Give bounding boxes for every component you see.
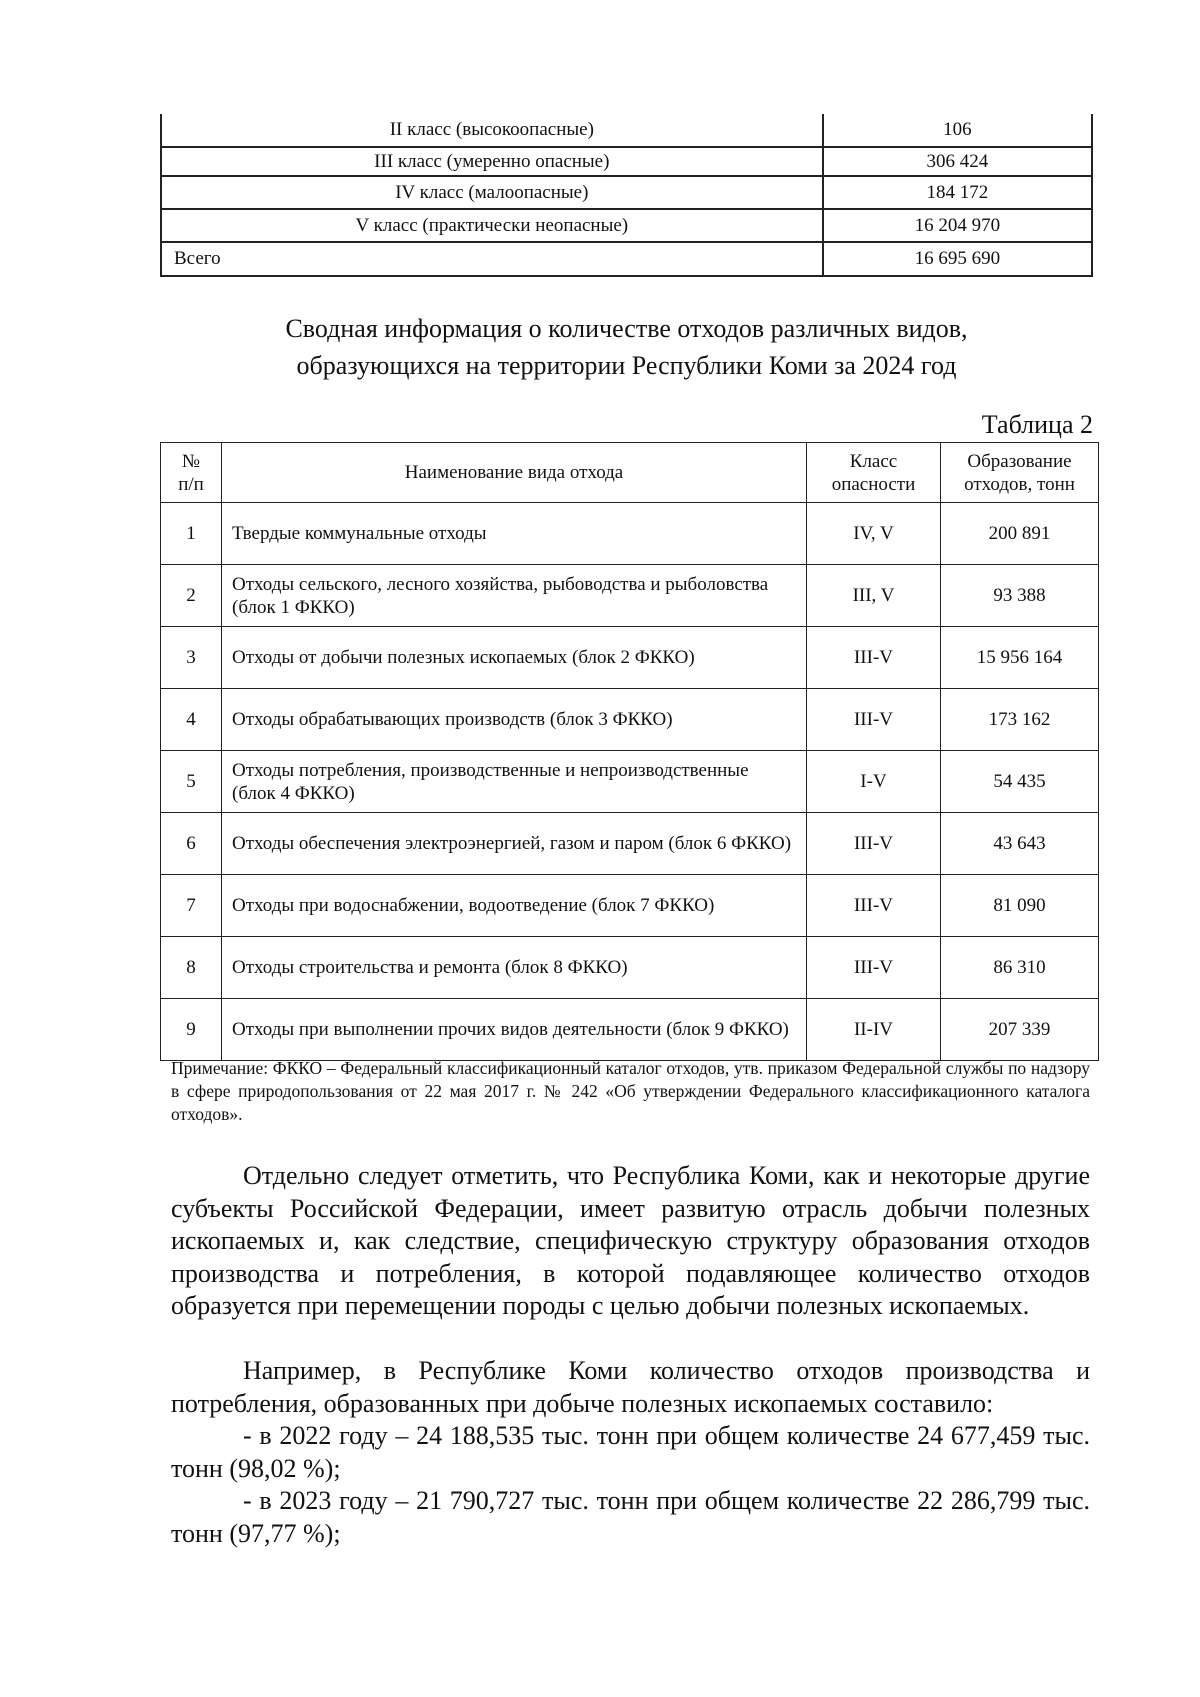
- class-value-cell: 184 172: [823, 176, 1092, 209]
- header-amount: [941, 443, 1099, 503]
- row-class: III-V: [807, 937, 941, 999]
- row-num: 1: [161, 503, 222, 565]
- table-row: [161, 114, 1092, 147]
- row-num: 9: [161, 999, 222, 1061]
- row-num: 6: [161, 813, 222, 875]
- paragraph-text: Например, в Республике Коми количество отходов производства и потребления, образованных при добыче полезных ископаемых составило:: [171, 1356, 1090, 1418]
- header-amount-line-1: Образование: [967, 450, 1072, 472]
- header-class-line-2: опасности: [831, 473, 916, 495]
- body-paragraph: [171, 1355, 1090, 1420]
- table-caption: Таблица 2: [981, 410, 1093, 439]
- row-class: III-V: [807, 875, 941, 937]
- list-item-text: - в 2023 году – 21 790,727 тыс. тонн при общем количестве 22 286,799 тыс. тонн (97,77 %);: [171, 1486, 1090, 1548]
- paragraph-text: Отдельно следует отметить, что Республика Коми, как и некоторые другие субъекты Российской Федерации, имеет развитую отрасль добычи полезных ископаемых и, как следствие, специфическую структуру образования отходов производства и потребления, в которой подавляющее количество отходов образуется при перемещении породы с целью добычи полезных ископаемых.: [171, 1161, 1090, 1320]
- header-amount-line-2: отходов, тонн: [964, 473, 1075, 495]
- header-class-line-1: Класс: [849, 450, 898, 472]
- class-name-cell: III класс (умеренно опасные): [161, 147, 823, 176]
- header-num: [161, 443, 222, 503]
- table-row: [161, 176, 1092, 209]
- row-class: I-V: [807, 751, 941, 813]
- header-class: [807, 443, 941, 503]
- row-num: 3: [161, 627, 222, 689]
- class-value-cell: 16 204 970: [823, 209, 1092, 242]
- row-num: 4: [161, 689, 222, 751]
- header-num-line-1: №: [181, 450, 201, 472]
- list-item-text: - в 2022 году – 24 188,535 тыс. тонн при общем количестве 24 677,459 тыс. тонн (98,02 %);: [171, 1421, 1090, 1483]
- row-class: III-V: [807, 813, 941, 875]
- row-num: 7: [161, 875, 222, 937]
- waste-types-table: [160, 442, 1099, 1061]
- header-name: Наименование вида отхода: [222, 443, 807, 503]
- table-row: [161, 999, 1099, 1061]
- class-name-cell: II класс (высокоопасные): [161, 114, 823, 147]
- table-row: [161, 503, 1099, 565]
- table-header-row: [161, 443, 1099, 503]
- class-value-cell: 106: [823, 114, 1092, 147]
- heading-line-2: образующихся на территории Республики Коми за 2024 год: [296, 351, 957, 380]
- total-label-cell: Всего: [161, 242, 823, 276]
- row-amount: 54 435: [941, 751, 1099, 813]
- list-item: [171, 1420, 1090, 1485]
- row-name: Твердые коммунальные отходы: [222, 503, 807, 565]
- section-heading: [160, 310, 1093, 384]
- hazard-class-table: [160, 114, 1093, 277]
- row-num: 2: [161, 565, 222, 627]
- row-name: Отходы строительства и ремонта (блок 8 ФККО): [222, 937, 807, 999]
- table-row: [161, 209, 1092, 242]
- heading-line-1: Сводная информация о количестве отходов различных видов,: [285, 314, 968, 343]
- table-row: [161, 689, 1099, 751]
- row-class: II-IV: [807, 999, 941, 1061]
- row-num: 8: [161, 937, 222, 999]
- class-name-cell: V класс (практически неопасные): [161, 209, 823, 242]
- class-value-cell: 306 424: [823, 147, 1092, 176]
- row-num: 5: [161, 751, 222, 813]
- class-name-cell: IV класс (малоопасные): [161, 176, 823, 209]
- table-row: [161, 875, 1099, 937]
- table-note: Примечание: ФККО – Федеральный классификационный каталог отходов, утв. приказом Федеральной службы по надзору в сфере природопользования от 22 мая 2017 г. № 242 «Об утверждении Федерального классификационного каталога отходов».: [171, 1058, 1090, 1124]
- table-row: [161, 627, 1099, 689]
- row-amount: 43 643: [941, 813, 1099, 875]
- body-paragraph: [171, 1160, 1090, 1323]
- row-class: IV, V: [807, 503, 941, 565]
- row-name: Отходы при выполнении прочих видов деятельности (блок 9 ФККО): [222, 999, 807, 1061]
- row-class: III, V: [807, 565, 941, 627]
- table-row: [161, 147, 1092, 176]
- table-row: [161, 813, 1099, 875]
- row-amount: 86 310: [941, 937, 1099, 999]
- row-class: III-V: [807, 689, 941, 751]
- table-row: [161, 565, 1099, 627]
- row-name: Отходы обрабатывающих производств (блок 3 ФККО): [222, 689, 807, 751]
- row-amount: 81 090: [941, 875, 1099, 937]
- row-name: Отходы обеспечения электроэнергией, газом и паром (блок 6 ФККО): [222, 813, 807, 875]
- row-amount: 15 956 164: [941, 627, 1099, 689]
- header-num-line-2: п/п: [178, 473, 204, 495]
- total-value-cell: 16 695 690: [823, 242, 1092, 276]
- row-name: Отходы сельского, лесного хозяйства, рыбоводства и рыболовства (блок 1 ФККО): [222, 565, 807, 627]
- row-class: III-V: [807, 627, 941, 689]
- row-amount: 173 162: [941, 689, 1099, 751]
- row-name: Отходы от добычи полезных ископаемых (блок 2 ФККО): [222, 627, 807, 689]
- table-total-row: [161, 242, 1092, 276]
- row-name: Отходы потребления, производственные и непроизводственные (блок 4 ФККО): [222, 751, 807, 813]
- row-amount: 93 388: [941, 565, 1099, 627]
- row-name: Отходы при водоснабжении, водоотведение (блок 7 ФККО): [222, 875, 807, 937]
- row-amount: 200 891: [941, 503, 1099, 565]
- table-row: [161, 937, 1099, 999]
- table-row: [161, 751, 1099, 813]
- list-item: [171, 1485, 1090, 1550]
- row-amount: 207 339: [941, 999, 1099, 1061]
